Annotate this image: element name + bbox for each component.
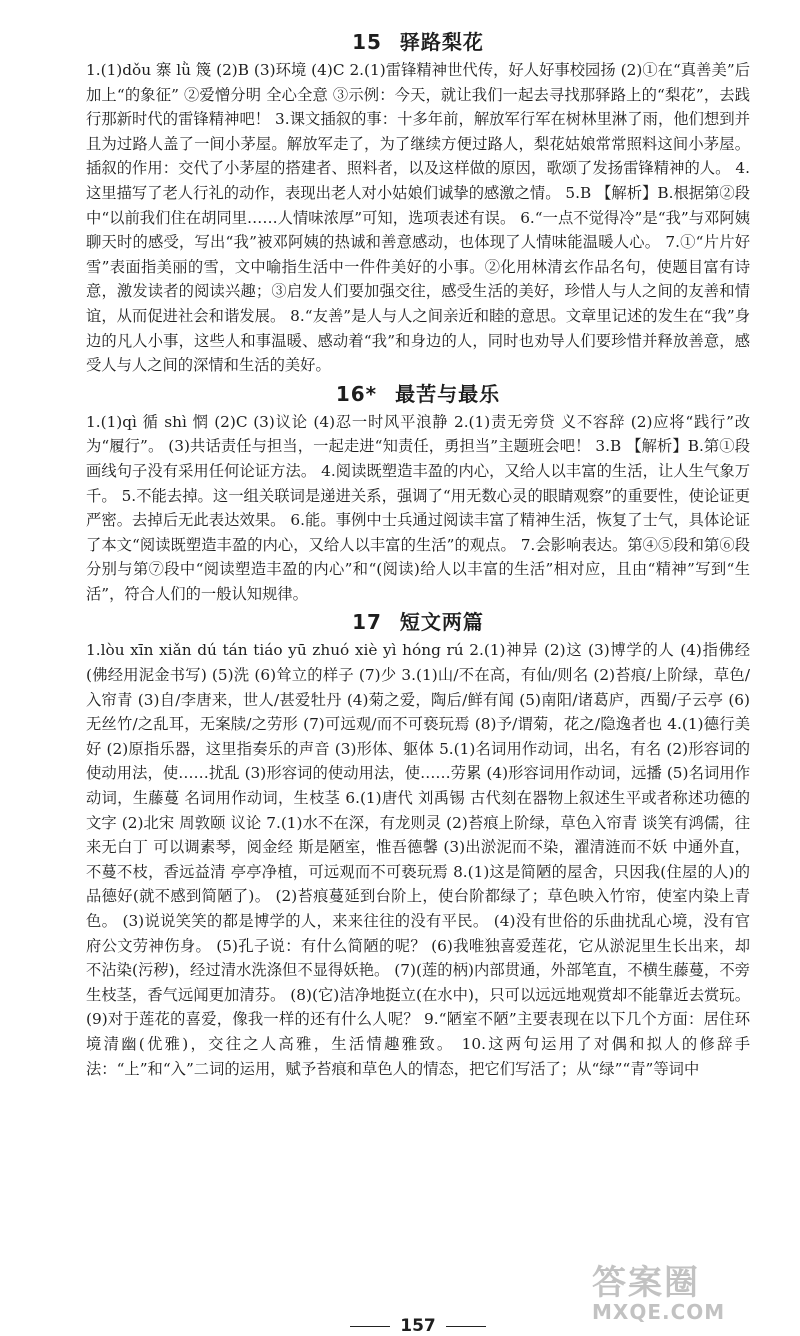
section-16-heading: 最苦与最乐 bbox=[395, 381, 501, 406]
section-16-answers: 1.(1)qì 循 shì 惘 (2)C (3)议论 (4)忍一时风平浪静 2.(1)责无旁贷 义不容辞 (2)应将“践行”改为“履行”。 (3)共话责任与担当，一起走进“知责任，勇担当”主题班会吧！ 3.B 【解析】B.第①段画线句子没有采用任何论证方法。 4.阅读既塑造丰盈的内心，又给人以丰富的生活，让人生气象万千。 5.不能去掉。这一组关联词是递进关系，强调了“用无数心灵的眼睛观察”的重要性，使论证更严密。去掉后无此表达效果。 6.能。事例中士兵通过阅读丰富了精神生活，恢复了士气，具体论证了本文“阅读既塑造丰盈的内心，又给人以丰富的生活”的观点。 7.会影响表达。第④⑤段和第⑥段分别与第⑦段中“阅读塑造丰盈的内心”和“(阅读)给人以丰富的生活”相对应，且由“精神”写到“生活”，符合人们的一般认知规律。 bbox=[86, 412, 750, 603]
page-number-left-dash bbox=[350, 1326, 390, 1327]
page-number-text: 157 bbox=[400, 1316, 436, 1336]
watermark bbox=[592, 1255, 782, 1325]
section-15-number: 15 bbox=[352, 30, 382, 54]
section-17-title bbox=[86, 608, 750, 636]
section-16-title bbox=[86, 380, 750, 408]
page-number-right-dash bbox=[446, 1326, 486, 1327]
watermark-url: MXQE.COM bbox=[592, 1300, 726, 1324]
section-15-title bbox=[86, 28, 750, 56]
watermark-logo: 答案圈 bbox=[592, 1263, 700, 1303]
section-16-number: 16* bbox=[335, 381, 378, 406]
section-17-heading: 短文两篇 bbox=[399, 610, 484, 635]
section-17-number: 17 bbox=[352, 610, 382, 635]
section-17-answers: 1.lòu xīn xiǎn dú tán tiáo yū zhuó xiè yì hóng rú 2.(1)神异 (2)这 (3)博学的人 (4)指佛经(佛经用泥金书写) (5)洗 (6)耸立的样子 (7)少 3.(1)山/不在高，有仙/则名 (2)苔痕/上阶绿，草色/入帘青 (3)自/李唐来，世人/甚爱牡丹 (4)菊之爱，陶后/鲜有闻 (5)南阳/诸葛庐，西蜀/子云亭 (6)无丝竹/之乱耳，无案牍/之劳形 (7)可远观/而不可亵玩焉 (8)予/谓菊，花之/隐逸者也 4.(1)德行美好 (2)原指乐器，这里指奏乐的声音 (3)形体、躯体 5.(1)名词用作动词，出名，有名 (2)形容词的使动用法，使……扰乱 (3)形容词的使动用法，使……劳累 (4)形容词用作动词，远播 (5)名词用作动词，生藤蔓 名词用作动词，生枝茎 6.(1)唐代 刘禹锡 古代刻在器物上叙述生平或者称述功德的文字 (2)北宋 周敦颐 议论 7.(1)水不在深，有龙则灵 (2)苔痕上阶绿，草色入帘青 谈笑有鸿儒，往来无白丁 可以调素琴，阅金经 斯是陋室，惟吾德馨 (3)出淤泥而不染，濯清涟而不妖 中通外直，不蔓不枝，香远益清 亭亭净植，可远观而不可亵玩焉 8.(1)这是简陋的屋舍，只因我(住屋的人)的品德好(就不感到简陋了)。 (2)苔痕蔓延到台阶上，使台阶都绿了；草色映入竹帘，使室内染上青色。 (3)说说笑笑的都是博学的人，来来往往的没有平民。 (4)没有世俗的乐曲扰乱心境，没有官府公文劳神伤身。 (5)孔子说：有什么简陋的呢？ (6)我唯独喜爱莲花，它从淤泥里生长出来，却不沾染(污秽)，经过清水洗涤但不显得妖艳。 (7)(莲的柄)内部贯通，外部笔直，不横生藤蔓，不旁生枝茎，香气远闻更加清芬。 (8)(它)洁净地挺立(在水中)，只可以远远地观赏却不能靠近去赏玩。 (9)对于莲花的喜爱，像我一样的还有什么人呢？ 9.“陋室不陋”主要表现在以下几个方面：居住环境清幽(优雅)，交往之人高雅，生活情趣雅致。 10.这两句运用了对偶和拟人的修辞手法：“上”和“入”二词的运用，赋予苔痕和草色人的情态，把它们写活了；从“绿”“青”等词中 bbox=[86, 641, 750, 1078]
section-15-heading: 驿路梨花 bbox=[399, 30, 484, 54]
section-15-answers: 1.(1)dǒu 寨 lǜ 篾 (2)B (3)环境 (4)C 2.(1)雷锋精神世代传，好人好事校园扬 (2)①在“真善美”后加上“的象征” ②爱憎分明 全心全意 ③示例：今天，就让我们一起去寻找那驿路上的“梨花”，去践行那新时代的雷锋精神吧！ 3.课文插叙的事：十多年前，解放军行军在树林里淋了雨，他们想到并且为过路人盖了一间小茅屋。解放军走了，为了继续方便过路人，梨花姑娘常常照料这间小茅屋。插叙的作用：交代了小茅屋的搭建者、照料者，以及这样做的原因，歌颂了发扬雷锋精神的人。 4.这里描写了老人行礼的动作，表现出老人对小姑娘们诚挚的感激之情。 5.B 【解析】B.根据第②段中“以前我们住在胡同里……人情味浓厚”可知，选项表述有误。 6.“一点不觉得冷”是“我”与邓阿姨聊天时的感受，写出“我”被邓阿姨的热诚和善意感动，也体现了人情味能温暖人心。 7.①“片片好雪”表面指美丽的雪，文中喻指生活中一件件美好的小事。②化用林清玄作品名句，使题目富有诗意，激发读者的阅读兴趣；③启发人们要加强交往，感受生活的美好，珍惜人与人之间的友善和情谊，从而促进社会和谐发展。 8.“友善”是人与人之间亲近和睦的意思。文章里记述的发生在“我”身边的凡人小事，这些人和事温暖、感动着“我”和身边的人，同时也劝导人们要珍惜并释放善意，感受人与人之间的深情和生活的美好。 bbox=[86, 61, 750, 375]
